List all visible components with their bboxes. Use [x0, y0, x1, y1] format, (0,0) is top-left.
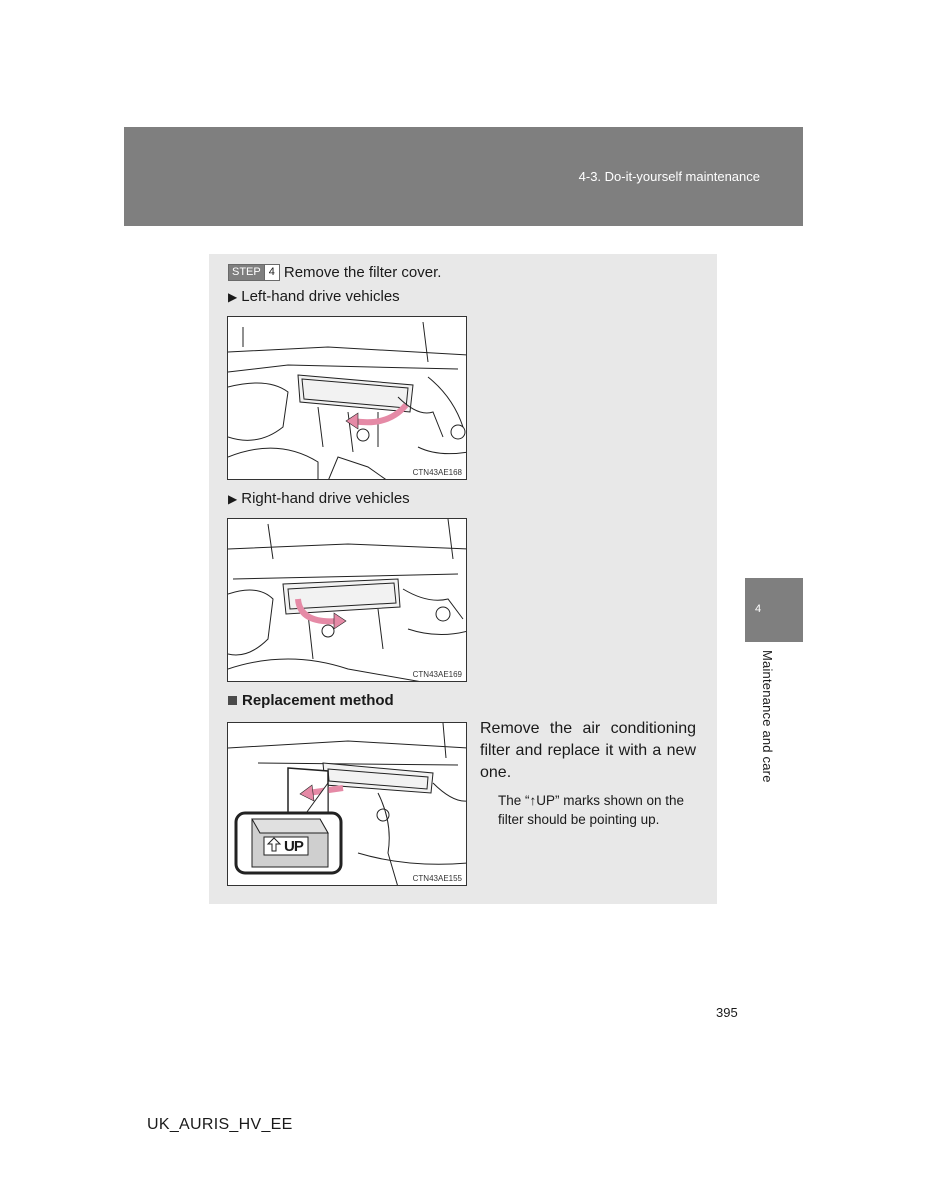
- replacement-figure-code: CTN43AE155: [412, 874, 462, 883]
- rhd-figure-code: CTN43AE169: [412, 670, 462, 679]
- lhd-drawing: [228, 317, 467, 480]
- inset-up-label: UP: [284, 838, 303, 855]
- rhd-heading: [228, 490, 410, 507]
- header-bar: [124, 127, 803, 226]
- step-badge-word: STEP: [229, 265, 264, 280]
- lhd-heading: [228, 288, 400, 305]
- chapter-number: 4: [755, 603, 762, 615]
- replacement-note: The “↑UP” marks shown on the filter should be pointing up.: [498, 793, 685, 827]
- replacement-heading: [228, 692, 394, 709]
- step-line: [228, 264, 441, 281]
- lhd-illustration: [227, 316, 467, 480]
- rhd-label: Right-hand drive vehicles: [241, 490, 410, 507]
- lhd-label: Left-hand drive vehicles: [241, 288, 400, 305]
- triangle-bullet-icon: ▶: [228, 289, 238, 304]
- chapter-tab: [745, 578, 803, 642]
- triangle-bullet-icon: ▶: [228, 491, 238, 506]
- page-number: 395: [716, 1005, 738, 1020]
- rhd-drawing: [228, 519, 467, 682]
- step-text: Remove the filter cover.: [283, 264, 442, 281]
- rhd-illustration: [227, 518, 467, 682]
- replacement-drawing: [228, 723, 467, 886]
- lhd-figure-code: CTN43AE168: [412, 468, 462, 477]
- section-title: 4-3. Do-it-yourself maintenance: [578, 169, 760, 184]
- chapter-label: Maintenance and care: [760, 650, 775, 783]
- step-badge: [228, 264, 280, 281]
- document-code: UK_AURIS_HV_EE: [147, 1116, 293, 1133]
- replacement-heading-text: Replacement method: [242, 692, 394, 709]
- replacement-illustration: [227, 722, 467, 886]
- replacement-instruction: Remove the air conditioning filter and replace it with a new one.: [480, 720, 696, 781]
- step-badge-number: 4: [264, 265, 279, 280]
- square-bullet-icon: [228, 696, 237, 705]
